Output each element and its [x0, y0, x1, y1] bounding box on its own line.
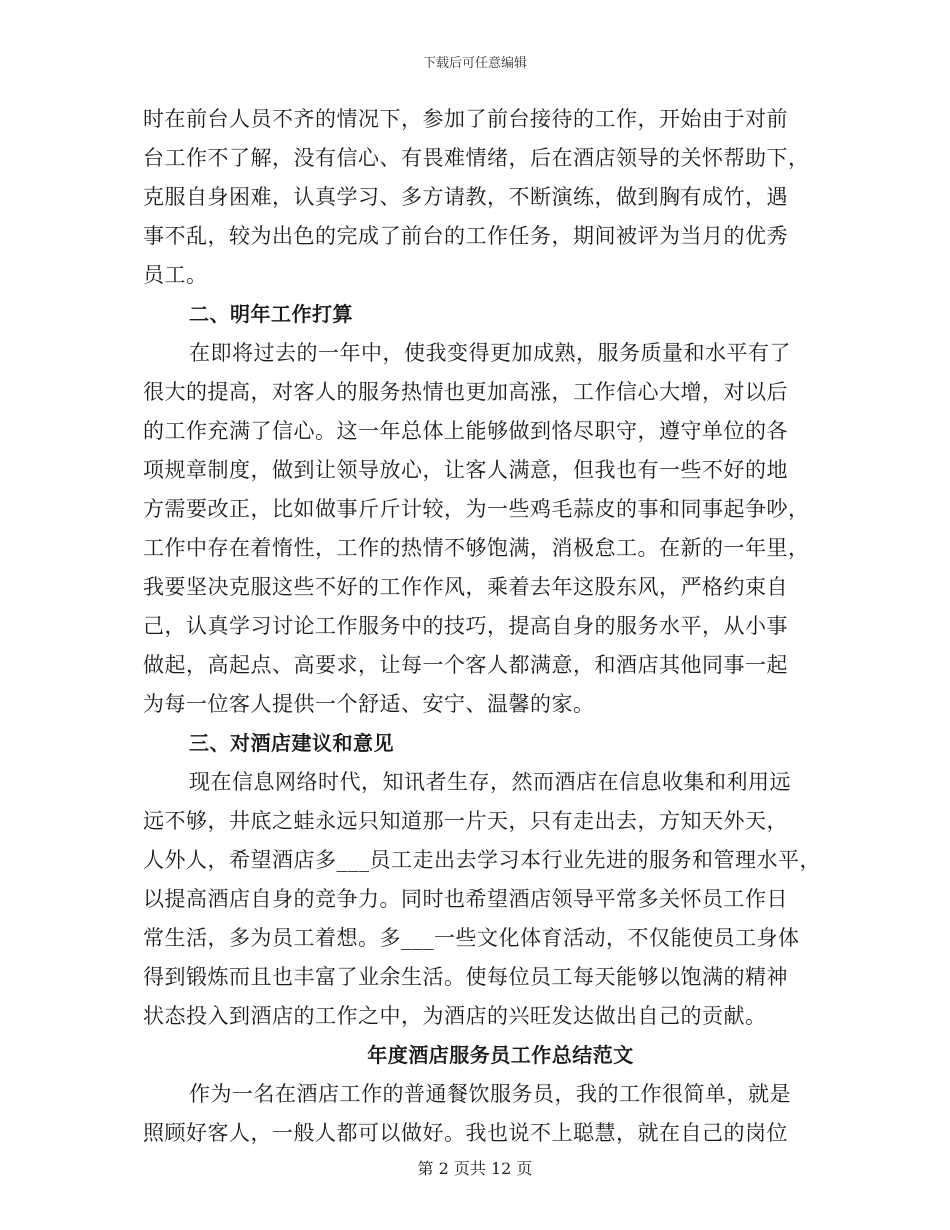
body-line: 作为一名在酒店工作的普通餐饮服务员，我的工作很简单，就是	[189, 1082, 791, 1106]
body-line: 我要坚决克服这些不好的工作作风，乘着去年这股东风，严格约束自	[143, 575, 788, 599]
page-footer: 第 2 页共 12 页	[417, 1159, 533, 1178]
body-line: 做起，高起点、高要求，让每一个客人都满意，和酒店其他同事一起	[143, 653, 788, 677]
body-line: 工作中存在着惰性，工作的热情不够饱满，消极怠工。在新的一年里，	[143, 536, 810, 560]
body-line: 人外人，希望酒店多___员工走出去学习本行业先进的服务和管理水平，	[143, 848, 821, 872]
body-line: 方需要改正，比如做事斤斤计较，为一些鸡毛蒜皮的事和同事起争吵，	[143, 497, 810, 521]
page-header: 下载后可任意编辑	[422, 56, 527, 71]
body-line: 现在信息网络时代，知讯者生存，然而酒店在信息收集和利用远	[189, 770, 791, 794]
body-line: 很大的提高，对客人的服务热情也更加高涨，工作信心大增，对以后	[143, 380, 788, 404]
body-line: 员工。	[143, 263, 208, 287]
body-line: 克服自身困难，认真学习、多方请教，不断演练，做到胸有成竹，遇	[143, 185, 788, 209]
body-line: 台工作不了解，没有信心、有畏难情绪，后在酒店领导的关怀帮助下，	[143, 146, 810, 170]
body-line: 常生活，多为员工着想。多___一些文化体育活动，不仅能使员工身体	[143, 926, 800, 950]
body-line: 远不够，井底之蛙永远只知道那一片天，只有走出去，方知天外天，	[143, 809, 788, 833]
body-line: 以提高酒店自身的竞争力。同时也希望酒店领导平常多关怀员工作日	[143, 887, 788, 911]
body-line: 项规章制度，做到让领导放心，让客人满意，但我也有一些不好的地	[143, 458, 788, 482]
body-line: 在即将过去的一年中，使我变得更加成熟，服务质量和水平有了	[189, 341, 791, 365]
section-heading-2: 二、明年工作打算	[189, 302, 353, 326]
body-line: 为每一位客人提供一个舒适、安宁、温馨的家。	[143, 692, 595, 716]
article-title: 年度酒店服务员工作总结范文	[367, 1043, 634, 1067]
body-line: 照顾好客人，一般人都可以做好。我也说不上聪慧，就在自己的岗位	[143, 1121, 788, 1145]
body-line: 己，认真学习讨论工作服务中的技巧，提高自身的服务水平，从小事	[143, 614, 788, 638]
document-body	[143, 100, 821, 1153]
body-line: 事不乱，较为出色的完成了前台的工作任务，期间被评为当月的优秀	[143, 224, 788, 248]
body-line: 状态投入到酒店的工作之中，为酒店的兴旺发达做出自己的贡献。	[143, 1004, 767, 1028]
body-line: 时在前台人员不齐的情况下，参加了前台接待的工作，开始由于对前	[143, 107, 788, 131]
body-line: 得到锻炼而且也丰富了业余生活。使每位员工每天能够以饱满的精神	[143, 965, 788, 989]
section-heading-3: 三、对酒店建议和意见	[189, 731, 394, 755]
body-line: 的工作充满了信心。这一年总体上能够做到恪尽职守，遵守单位的各	[143, 419, 788, 443]
